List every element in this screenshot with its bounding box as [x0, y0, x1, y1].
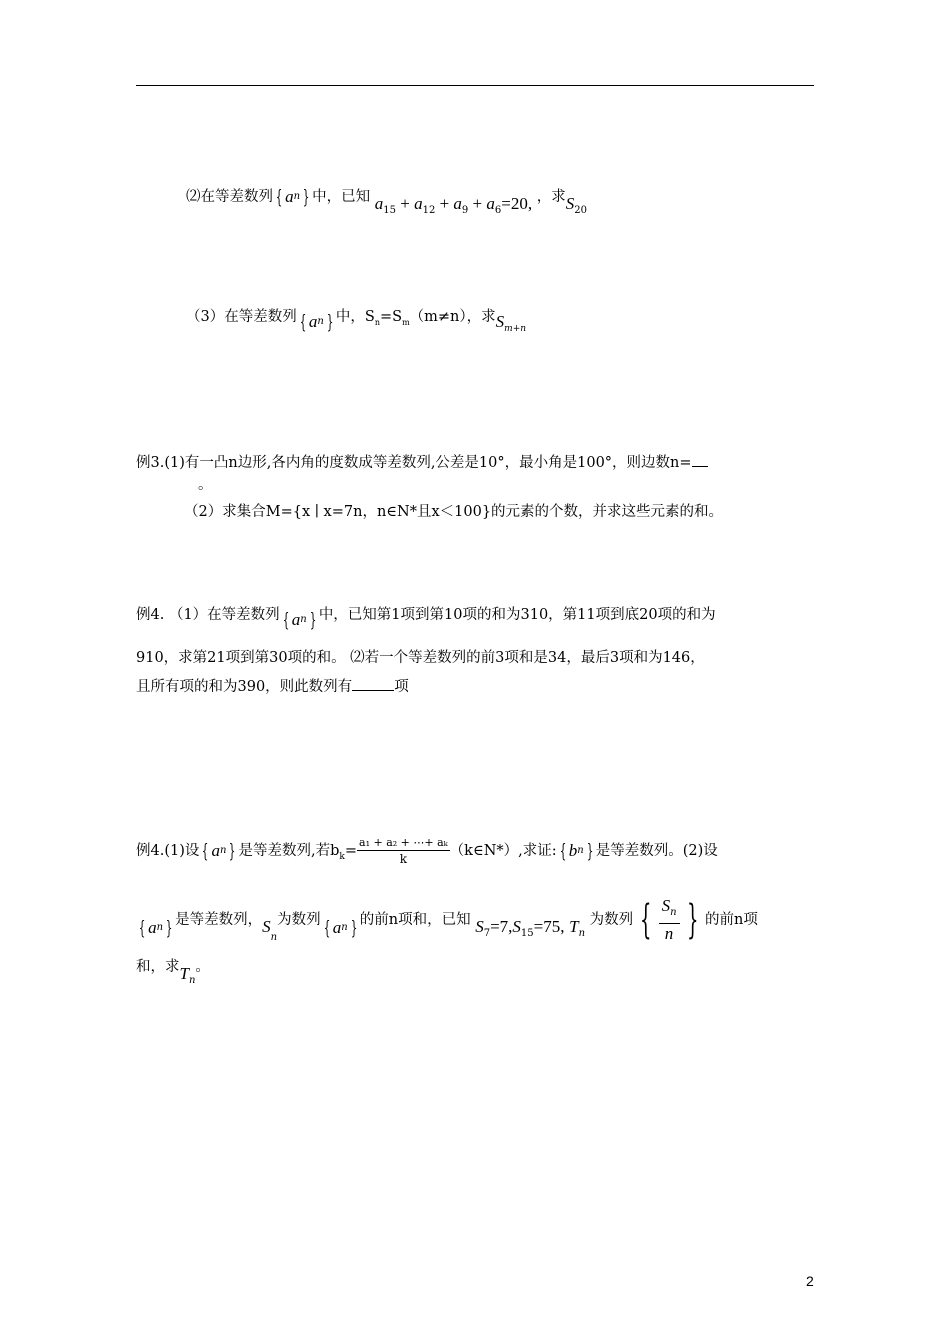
sequence-an: { a n }	[282, 609, 317, 631]
problem-2-2-label: ⑵在等差数列	[186, 189, 273, 205]
problem-2-2: ⑵在等差数列 { a n } 中，已知 $a_{15} + a_{12} + a_9 + a_6=20$, ，求$S_{20}$	[186, 186, 587, 216]
sequence-an: { a n }	[299, 311, 334, 333]
sn-symbol: S	[262, 917, 271, 936]
header-rule	[136, 85, 814, 86]
sequence-an: { a n }	[202, 840, 236, 862]
example-4a-line-3: 且所有项的和为390，则此数列有 项	[136, 679, 409, 695]
sequence-an: { a n }	[275, 186, 310, 208]
problem-2-2-middle: 中，已知	[312, 189, 371, 205]
example-4b-line-2: { a n } 是等差数列，$S_n$为数列 { a n } 的前n项和，已知 $S_7=7,S_{15}=75$, $T_n$ 为数列 { $\frac{S_n}{n}$ } 的前n项	[136, 896, 758, 944]
problem-2-2-equation: $a_{15} + a_{12} + a_9 + a_6=20$,	[374, 194, 533, 216]
example-4a-line-2: 910，求第21项到第30项的和。 ⑵若一个等差数列的前3项和是34，最后3项和为146，	[136, 650, 705, 666]
sn-over-n: $\frac{S_n}{n}$	[659, 896, 680, 944]
sequence-an: { a n }	[138, 917, 173, 939]
bk-fraction: $\frac{\text{a₁ + a₂ + ⋯+ aₖ}}{k}$	[359, 836, 448, 866]
example-4a-line-1: 例4. （1）在等差数列 { a n } 中，已知第1项到第10项的和为310，第11项到底20项的和为	[136, 607, 716, 631]
problem-2-3: （3）在等差数列 { a n } 中，$S_n=S_m(m\ne n)$，求$S_{m+n}$	[186, 309, 527, 334]
example-4b-line-3: 和，求$T_n$。	[136, 959, 210, 986]
page-number: 2	[806, 1273, 814, 1289]
example-3-line-1: 例3.(1)有一凸n边形,各内角的度数成等差数列,公差是10°，最小角是100°，则边数n=	[136, 453, 708, 473]
given-equation: $S_7=7,S_{15}=75$, $T_n$	[475, 917, 586, 939]
example-3-line-2: （2）求集合M={x ∣ x=7n，n∈N*且x＜100}的元素的个数，并求这些元素的和。	[184, 504, 724, 520]
example-4b-line-1: 例4.(1)设 { a n } 是等差数列,若$b_k=$ $\frac{\text{a₁ + a₂ + ⋯+ aₖ}}{k}$ （k∈N*）,求证: { b n } 是等差数列。(2)设	[136, 836, 718, 866]
sequence-bn: { b n }	[559, 840, 594, 862]
example-3-line-1-end: 。	[198, 477, 213, 493]
sequence-an: { a n }	[323, 917, 358, 939]
